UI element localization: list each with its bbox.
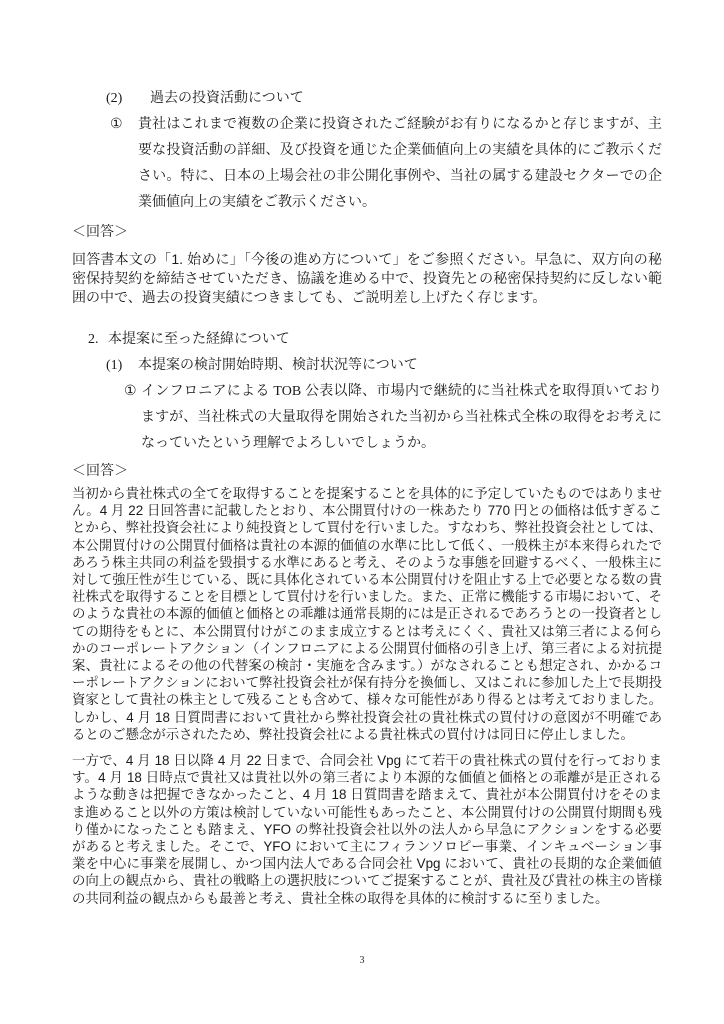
section-title: 本提案に至った経緯について: [108, 332, 290, 347]
subsection-number: (2): [106, 91, 123, 106]
answer-label: ＜回答＞: [72, 223, 128, 239]
page-number: 3: [359, 955, 365, 966]
answer-paragraph: 回答書本文の「1. 始めに」「今後の進め方について」をご参照ください。早急に、双方向の秘密保持契約を締結させていただき、協議を進める中で、投資先との秘密保持契約に反しない範囲の中で、過去の投資実績につきましても、ご説明差し上げたく存じます。: [72, 251, 662, 305]
section-past-investment-activities: [72, 86, 662, 307]
section-number: 2.: [88, 332, 99, 347]
answer-label: ＜回答＞: [72, 462, 128, 478]
question-item-text: インフロニアによる TOB 公表以降、市場内で継続的に当社株式を取得頂いておりますが、当社株式の大量取得を開始された当初から当社株式全株の取得をお考えになっていたという理解でよろしいでしょうか。: [141, 384, 662, 451]
question-item-marker: ①: [110, 117, 123, 132]
subsection-number: (1): [106, 358, 123, 373]
question-item-marker: ①: [124, 384, 137, 399]
subsection-heading: [72, 353, 662, 379]
section-proposal-background: [72, 327, 662, 907]
subsection-title: 過去の投資活動について: [150, 91, 304, 106]
section-heading: [72, 327, 662, 353]
question-item-text: 貴社はこれまで複数の企業に投資されたご経験がお有りになるかと存じますが、主要な投資活動の詳細、及び投資を通じた企業価値向上の実績を具体的にご教示ください。特に、日本の上場会社の非公開化事例や、当社の属する建設セクターでの企業価値向上の実績をご教示ください。: [138, 117, 662, 210]
document-content: [72, 86, 662, 907]
subsection-title: 本提案の検討開始時期、検討状況等について: [138, 358, 418, 373]
subsection-heading: [72, 86, 662, 112]
question-item: [72, 112, 662, 216]
question-item: [72, 379, 662, 457]
answer-paragraph: 当初から貴社株式の全てを取得することを提案することを具体的に予定していたものではありません。4 月 22 日回答書に記載したとおり、本公開買付けの一株あたり 770 円との価格は低すぎることから、弊社投資会社により純投資として買付を行いました。すなわち、弊社投資会社としては、本公開買付けの公開買付価格は貴社の本源的価値の水準に比して低く、一般株主が本来得られたであろう株主共同の利益を毀損する水準にあると考え、そのような事態を回避するべく、一般株主に対して強圧性が生じている、既に具体化されている本公開買付けを阻止する上で必要となる数の貴社株式を取得することを目標として買付けを行いました。また、正常に機能する市場において、そのような貴社の本源的価値と価格との乖離は通常長期的には是正されるであろうとの一投資者としての期待をもとに、本公開買付けがこのまま成立するとは考えにくく、貴社又は第三者による何らかのコーポレートアクション（インフロニアによる公開買付価格の引き上げ、第三者による対抗提案、貴社によるその他の代替案の検討・実施を含みます。）がなされることも想定され、かかるコーポレートアクションにおいて弊社投資会社が保有持分を換価し、又はこれに参加した上で長期投資家として貴社の株主として残ることも含めて、様々な可能性があり得るとは考えておりました。しかし、4 月 18 日質問書において貴社から弊社投資会社の貴社株式の買付けの意図が不明確であるとのご懸念が示されたため、弊社投資会社による貴社株式の買付けは同日に停止しました。: [72, 486, 662, 742]
answer-paragraph: 一方で、4 月 18 日以降 4 月 22 日まで、合同会社 Vpg にて若干の貴社株式の買付を行っております。4 月 18 日時点で貴社又は貴社以外の第三者により本源的な価値と価格との乖離が是正されるような動きは把握できなかったこと、4 月 18 日質問書を踏まえて、貴社が本公開買付けをそのまま進めること以外の方策は検討していない可能性もあったこと、本公開買付けの公開買付期間も残り僅かになったことも踏まえ、YFO の弊社投資会社以外の法人から早急にアクションをする必要があると考えました。そこで、YFO において主にフィランソロピー事業、インキュベーション事業を中心に事業を展開し、かつ国内法人である合同会社 Vpg において、貴社の長期的な企業価値の向上の観点から、貴社の戦略上の選択肢についてご提案することが、貴社及び貴社の株主の皆様の共同利益の観点からも最善と考え、貴社全株の取得を具体的に検討するに至りました。: [72, 753, 662, 906]
